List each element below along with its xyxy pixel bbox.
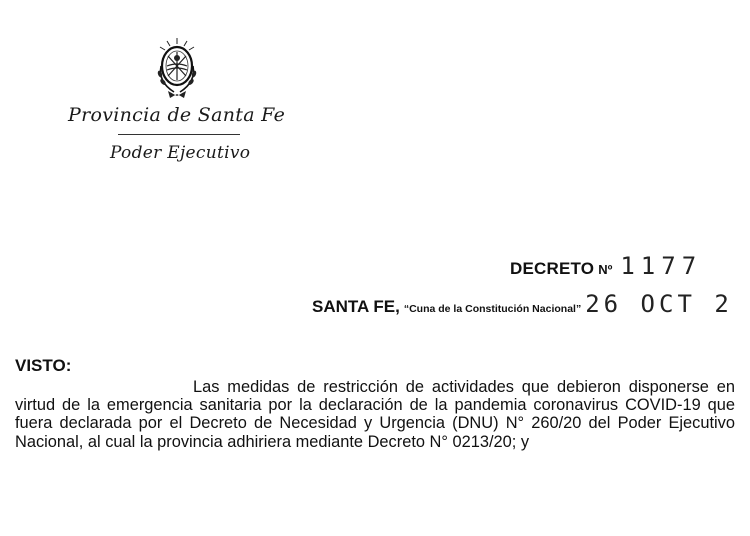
province-name: Provincia de Santa Fe [68,104,286,126]
coat-of-arms-icon [152,36,202,102]
place-motto: “Cuna de la Constitución Nacional” [403,303,582,315]
decree-header [510,252,702,280]
letterhead-divider [118,134,240,135]
decree-number: 1177 [620,252,703,280]
place-city: SANTA FE, [312,297,400,316]
executive-branch-name: Poder Ejecutivo [110,143,251,163]
visto-paragraph: Las medidas de restricción de actividades que debieron disponerse en virtud de la emergencia sanitaria por la declaración de la pandemia coronavirus COVID-19 que fuera declarada por el Decreto de Necesidad y Urgencia (DNU) N° 260/20 del Poder Ejecutivo Nacional, al cual la provincia adhiriera mediante Decreto N° 0213/20; y [15,378,735,451]
decree-number-symbol: Nº [598,262,613,277]
decree-date: 26 OCT 2 [585,290,733,318]
visto-heading: VISTO: [15,356,72,375]
place-date-line [312,290,733,318]
decree-label: DECRETO [510,259,595,278]
